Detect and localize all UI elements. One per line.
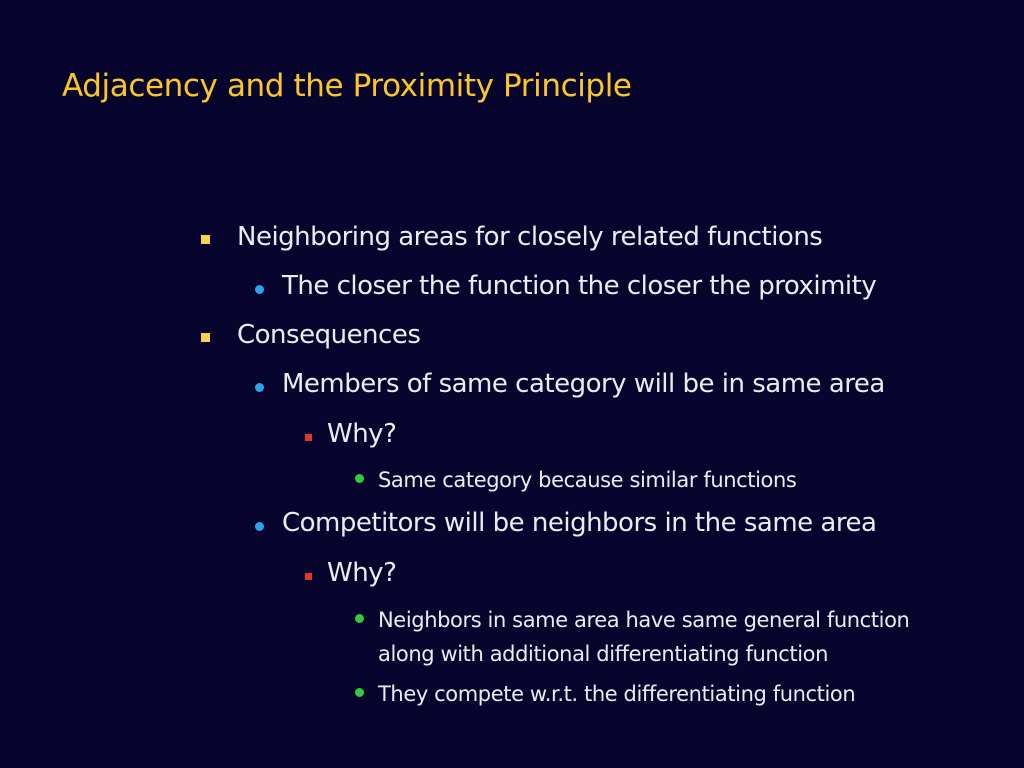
bullet-item: Consequences — [237, 320, 421, 350]
slide-title: Adjacency and the Proximity Principle — [62, 68, 632, 104]
bullet-item: Members of same category will be in same area — [282, 369, 885, 399]
round-bullet-icon — [355, 688, 364, 697]
bullet-item: Competitors will be neighbors in the same area — [282, 508, 877, 538]
round-bullet-icon — [355, 614, 364, 623]
bullet-item: Neighbors in same area have same general function — [378, 608, 910, 632]
round-bullet-icon — [355, 474, 364, 483]
bullet-item: They compete w.r.t. the differentiating function — [378, 682, 856, 706]
round-bullet-icon — [255, 522, 264, 531]
bullet-item: Neighboring areas for closely related functions — [237, 222, 823, 252]
round-bullet-icon — [255, 383, 264, 392]
bullet-item: The closer the function the closer the proximity — [282, 271, 877, 301]
square-bullet-icon — [201, 235, 210, 244]
square-bullet-icon — [201, 333, 210, 342]
square-bullet-icon — [305, 573, 312, 580]
bullet-item: Same category because similar functions — [378, 468, 797, 492]
square-bullet-icon — [305, 434, 312, 441]
bullet-item: Why? — [327, 419, 397, 449]
round-bullet-icon — [255, 285, 264, 294]
bullet-item: Why? — [327, 558, 397, 588]
bullet-item-continuation: along with additional differentiating function — [378, 642, 829, 666]
